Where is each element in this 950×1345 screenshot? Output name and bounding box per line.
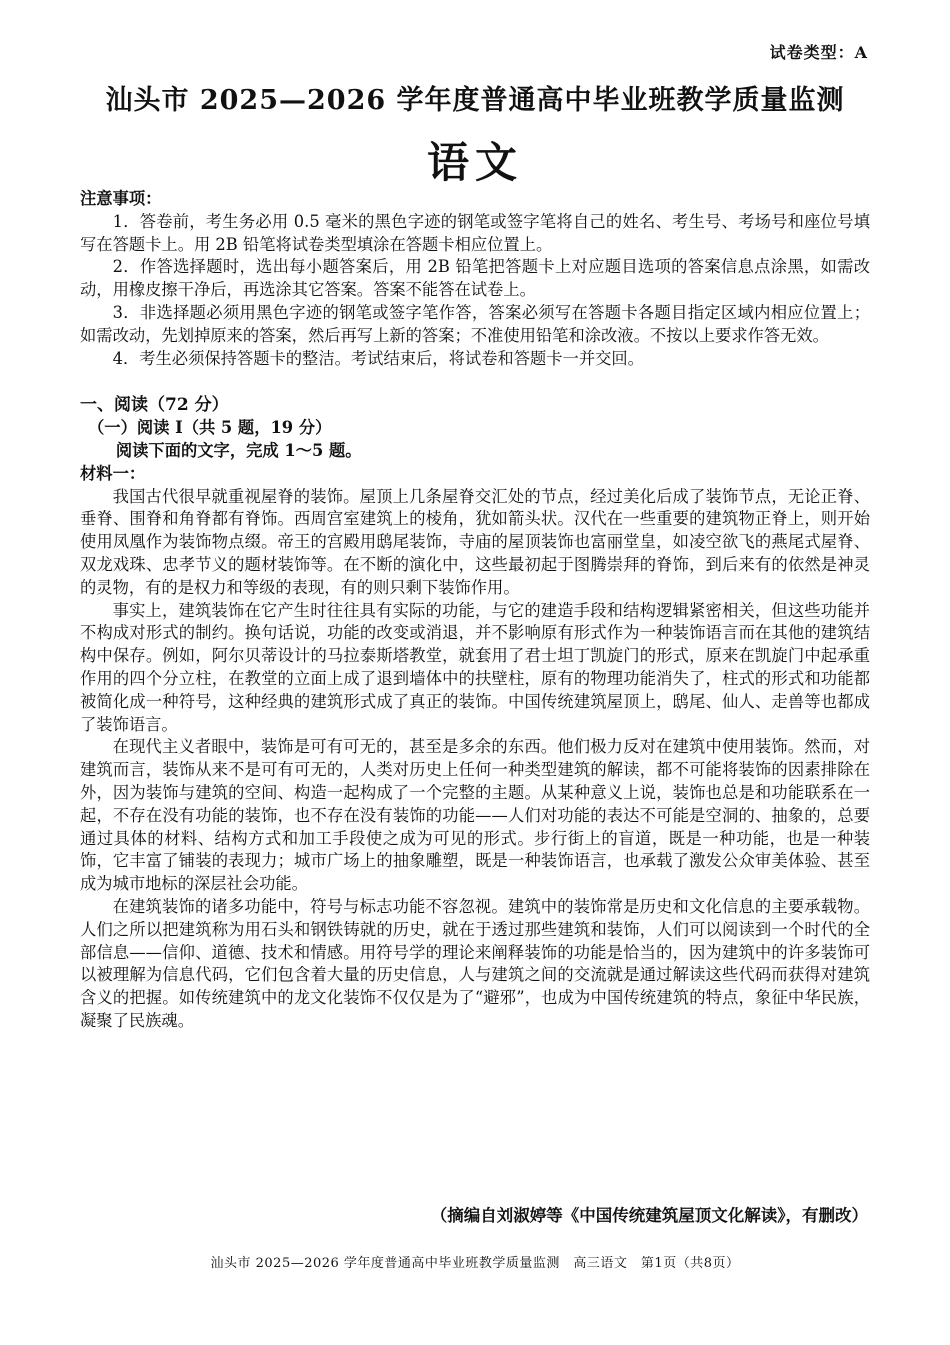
notice-item: 4．考生必须保持答题卡的整洁。考试结束后，将试卷和答题卡一并交回。: [112, 348, 644, 368]
page-content: [80, 188, 870, 1033]
material-paragraph: 事实上，建筑装饰在它产生时往往具有实际的功能，与它的建造手段和结构逻辑紧密相关，但这些功能并不构成对形式的制约。换句话说，功能的改变或消退，并不影响原有形式作为一种装饰语言而在其他的建筑结构中保存。例如，阿尔贝蒂设计的马拉泰斯塔教堂，就套用了君士坦丁凯旋门的形式，原来在凯旋门中起承重作用的四个分立柱，在教堂的立面上成了退到墙体中的扶壁柱，原有的物理功能消失了，柱式的形式和功能都被简化成一种符号，这种经典的建筑形式成了真正的装饰。中国传统建筑屋顶上，鸱尾、仙人、走兽等也都成了装饰语言。: [80, 600, 870, 734]
paper-type-label: 试卷类型：A: [769, 43, 868, 62]
reading-instruction: 阅读下面的文字，完成 1～5 题。: [115, 440, 362, 460]
exam-title: 汕头市 2025—2026 学年度普通高中毕业班教学质量监测: [105, 85, 845, 116]
page-footer: 汕头市 2025—2026 学年度普通高中毕业班教学质量监测 高三语文 第1页（共8页）: [210, 1256, 740, 1271]
notice-item: 1．答卷前，考生务必用 0.5 毫米的黑色字迹的钢笔或签字笔将自己的姓名、考生号、考场号和座位号填写在答题卡上。用 2B 铅笔将试卷类型填涂在答题卡相应位置上。: [80, 211, 870, 254]
source-note: （摘编自刘淑婷等《中国传统建筑屋顶文化解读》，有删改）: [430, 1206, 868, 1225]
notice-item: 2．作答选择题时，选出每小题答案后，用 2B 铅笔把答题卡上对应题目选项的答案信息点涂黑，如需改动，用橡皮擦干净后，再选涂其它答案。答案不能答在试卷上。: [80, 257, 870, 300]
subsection-heading: （一）阅读 I（共 5 题，19 分）: [88, 418, 332, 438]
notice-heading: 注意事项：: [80, 189, 162, 208]
material-paragraph: 我国古代很早就重视屋脊的装饰。屋顶上几条屋脊交汇处的节点，经过美化后成了装饰节点，无论正脊、垂脊、围脊和角脊都有脊饰。西周宫室建筑上的棱角，犹如箭头状。汉代在一些重要的建筑物正脊上，则开始使用凤凰作为装饰物点缀。帝王的宫殿用鸱尾装饰，寺庙的屋顶装饰也富丽堂皇，如凌空欲飞的燕尾式屋脊、双龙戏珠、忠孝节义的题材装饰等。在不断的演化中，这些最初起于图腾崇拜的脊饰，到后来有的依然是神灵的灵物，有的是权力和等级的表现，有的则只剩下装饰作用。: [80, 486, 870, 597]
material-paragraph: 在建筑装饰的诸多功能中，符号与标志功能不容忽视。建筑中的装饰常是历史和文化信息的主要承载物。人们之所以把建筑称为用石头和钢铁铸就的历史，就在于透过那些建筑和装饰，人们可以阅读到一个时代的全部信息——信仰、道德、技术和情感。用符号学的理论来阐释装饰的功能是恰当的，因为建筑中的许多装饰可以被理解为信息代码，它们包含着大量的历史信息，人与建筑之间的交流就是通过解读这些代码而获得对建筑含义的把握。如传统建筑中的龙文化装饰不仅仅是为了“避邪”，也成为中国传统建筑的特点，象征中华民族，凝聚了民族魂。: [80, 896, 870, 1030]
material-paragraph: 在现代主义者眼中，装饰是可有可无的，甚至是多余的东西。他们极力反对在建筑中使用装饰。然而，对建筑而言，装饰从来不是可有可无的，人类对历史上任何一种类型建筑的解读，都不可能将装饰的因素排除在外，因为装饰与建筑的空间、构造一起构成了一个完整的主题。从某种意义上说，装饰也总是和功能联系在一起，不存在没有功能的装饰，也不存在没有装饰的功能——人们对功能的表达不可能是空洞的、抽象的，总要通过具体的材料、结构方式和加工手段使之成为可见的形式。步行街上的盲道，既是一种功能，也是一种装饰，它丰富了铺装的表现力；城市广场上的抽象雕塑，既是一种装饰语言，也承载了激发公众审美体验、甚至成为城市地标的深层社会功能。: [80, 737, 870, 894]
section-heading: 一、阅读（72 分）: [80, 395, 229, 416]
subject-title: 语文: [426, 138, 523, 187]
notice-item: 3．非选择题必须用黑色字迹的钢笔或签字笔作答，答案必须写在答题卡各题目指定区域内相应位置上；如需改动，先划掉原来的答案，然后再写上新的答案；不准使用铅笔和涂改液。不按以上要求作答无效。: [80, 302, 870, 345]
material-label: 材料一：: [80, 463, 146, 483]
